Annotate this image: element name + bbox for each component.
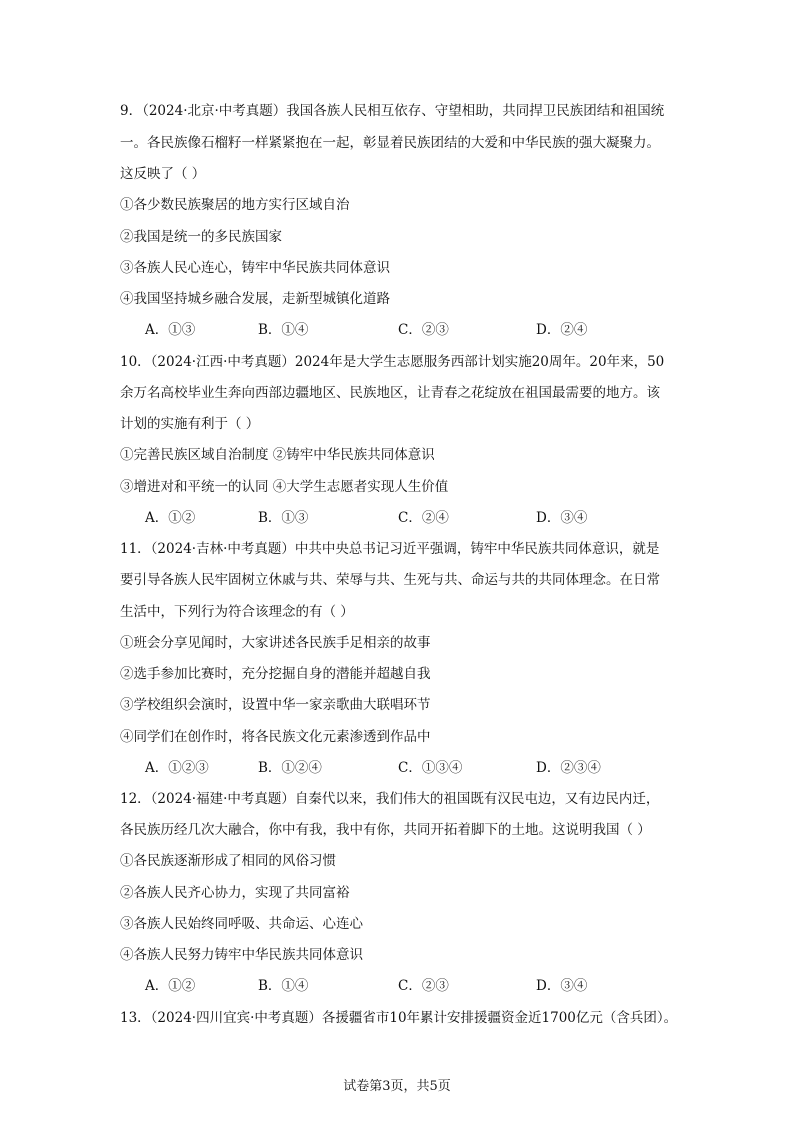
- question-10-line-1: 10．（2024·江西·中考真题）2024年是大学生志愿服务西部计划实施20周年。20年来，50: [120, 354, 665, 370]
- question-9-line-2: 一。各民族像石榴籽一样紧紧抱在一起，彰显着民族团结的大爱和中华民族的强大凝聚力。: [120, 135, 660, 151]
- choice-c: C．②④: [398, 510, 449, 526]
- question-9-option-4: ④我国坚持城乡融合发展，走新型城镇化道路: [120, 291, 390, 307]
- choice-a: A．①②: [145, 510, 196, 526]
- question-12-option-3: ③各族人民始终同呼吸、共命运、心连心: [120, 916, 363, 932]
- question-12-option-4: ④各族人民努力铸牢中华民族共同体意识: [120, 947, 363, 963]
- choice-d: D．②③④: [536, 760, 601, 776]
- choice-b: B．①④: [258, 322, 309, 338]
- choice-a: A．①②③: [145, 760, 209, 776]
- question-10-line-2: 余万名高校毕业生奔向西部边疆地区、民族地区，让青春之花绽放在祖国最需要的地方。该: [120, 385, 660, 401]
- question-13-line-1: 13．（2024·四川宜宾·中考真题）各援疆省市10年累计安排援疆资金近1700亿元（含兵团）。: [120, 1010, 678, 1026]
- question-10-option-2: ③增进对和平统一的认同 ④大学生志愿者实现人生价值: [120, 479, 449, 495]
- question-11-option-4: ④同学们在创作时，将各民族文化元素渗透到作品中: [120, 729, 431, 745]
- question-12-line-2: 各民族历经几次大融合，你中有我，我中有你，共同开拓着脚下的土地。这说明我国（ ）: [120, 822, 651, 838]
- question-11-option-3: ③学校组织会演时，设置中华一家亲歌曲大联唱环节: [120, 697, 431, 713]
- choice-d: D．③④: [536, 978, 588, 994]
- question-9-line-1: 9．（2024·北京·中考真题）我国各族人民相互依存、守望相助，共同捍卫民族团结和祖国统: [120, 103, 665, 119]
- question-11-line-2: 要引导各族人民牢固树立休戚与共、荣辱与共、生死与共、命运与共的共同体理念。在日常: [120, 572, 660, 588]
- question-11-line-1: 11．（2024·吉林·中考真题）中共中央总书记习近平强调，铸牢中华民族共同体意识，就是: [120, 541, 660, 557]
- choice-d: D．②④: [536, 322, 588, 338]
- question-11-line-3: 生活中，下列行为符合该理念的有（ ）: [120, 604, 354, 620]
- choice-a: A．①②: [145, 978, 196, 994]
- page-footer: 试卷第3页，共5页: [343, 1079, 451, 1094]
- choice-b: B．①④: [258, 978, 309, 994]
- choice-c: C．②③: [398, 322, 449, 338]
- choice-c: C．①③④: [398, 760, 463, 776]
- question-12-option-1: ①各民族逐渐形成了相同的风俗习惯: [120, 853, 336, 869]
- question-11-option-1: ①班会分享见闻时，大家讲述各民族手足相亲的故事: [120, 635, 431, 651]
- choice-b: B．①②④: [258, 760, 322, 776]
- question-11-option-2: ②选手参加比赛时，充分挖掘自身的潜能并超越自我: [120, 666, 431, 682]
- question-9-option-1: ①各少数民族聚居的地方实行区域自治: [120, 197, 350, 213]
- question-9-option-2: ②我国是统一的多民族国家: [120, 229, 282, 245]
- question-12-line-1: 12．（2024·福建·中考真题）自秦代以来，我们伟大的祖国既有汉民屯边，又有边民内迁，: [120, 791, 660, 807]
- choice-a: A．①③: [145, 322, 196, 338]
- question-12-option-2: ②各族人民齐心协力，实现了共同富裕: [120, 885, 350, 901]
- question-10-option-1: ①完善民族区域自治制度 ②铸牢中华民族共同体意识: [120, 447, 435, 463]
- question-10-line-3: 计划的实施有利于（ ）: [120, 416, 260, 432]
- choice-c: C．②③: [398, 978, 449, 994]
- choice-d: D．③④: [536, 510, 588, 526]
- question-9-option-3: ③各族人民心连心，铸牢中华民族共同体意识: [120, 260, 390, 276]
- choice-b: B．①③: [258, 510, 309, 526]
- question-9-line-3: 这反映了（ ）: [120, 166, 206, 182]
